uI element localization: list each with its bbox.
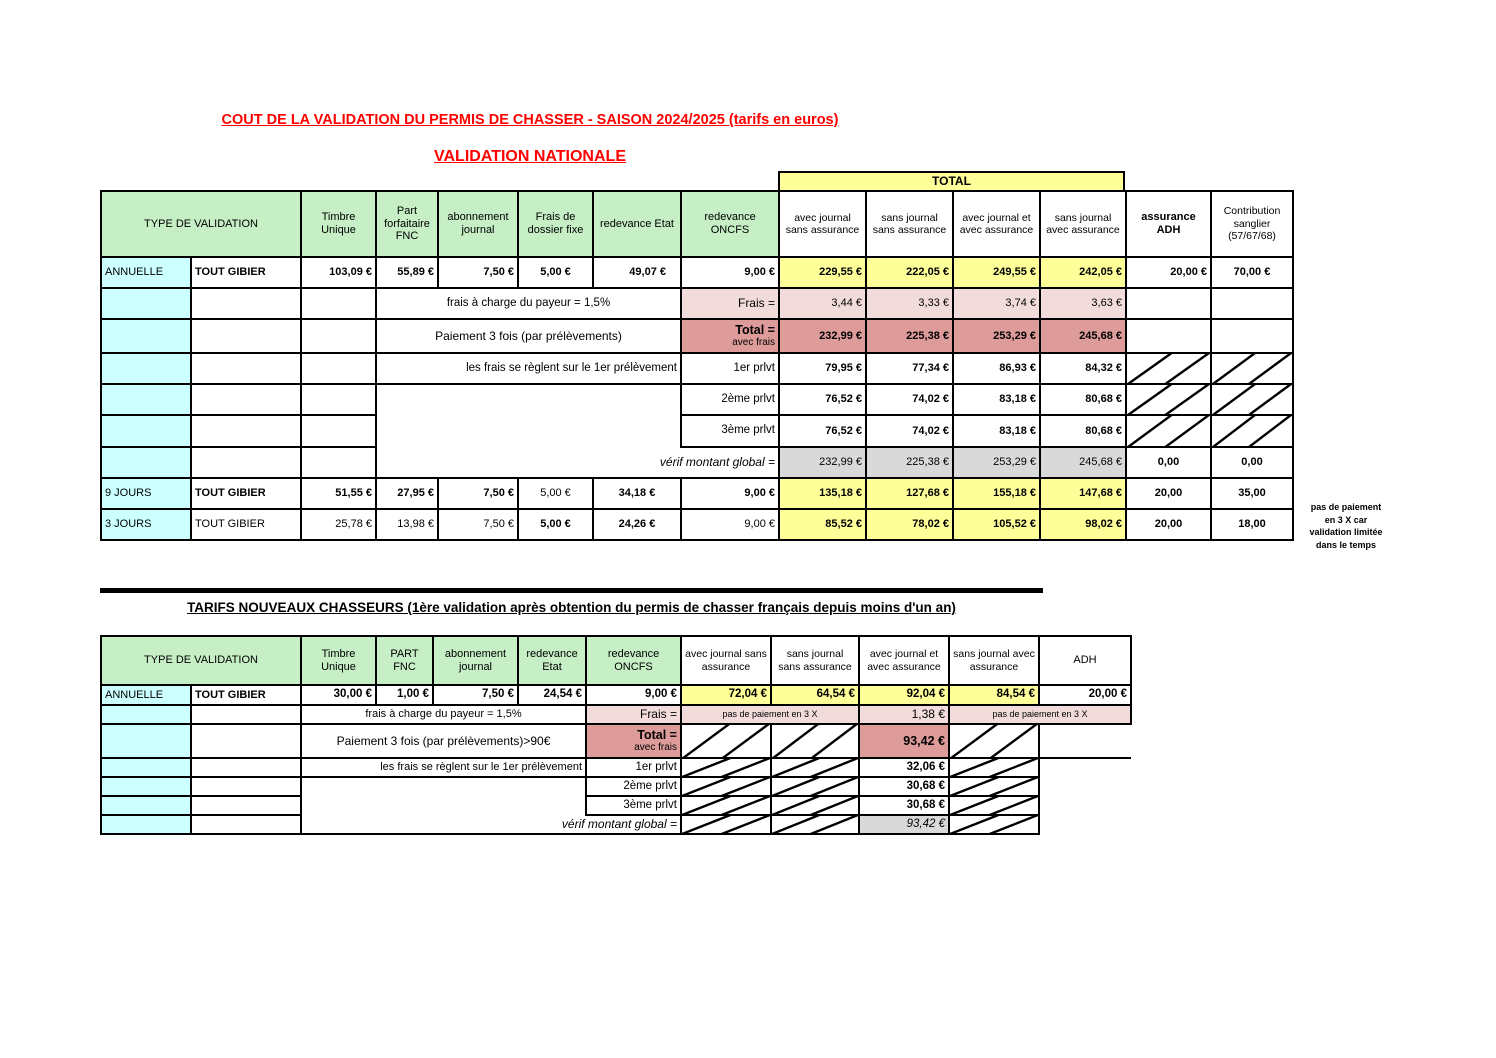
- value-cell: 27,95 €: [376, 478, 438, 509]
- diagonal-strike-icon: [950, 816, 1038, 833]
- period-cell-empty: [101, 353, 191, 384]
- col-header-sans-journal-sans-assurance: sans journal sans assurance: [866, 191, 953, 257]
- value-cell: 5,00 €: [518, 257, 593, 288]
- section-divider: [100, 588, 1043, 593]
- diagonal-strike-icon: [772, 725, 858, 757]
- prlvt-value: 80,68 €: [1040, 384, 1126, 415]
- total-cell: 85,52 €: [779, 509, 866, 540]
- adh-cell: 20,00: [1126, 478, 1211, 509]
- prlvt-tag: 2ème prlvt: [681, 384, 779, 415]
- crossed-out-cell: [771, 777, 859, 796]
- new-hunters-title: TARIFS NOUVEAUX CHASSEURS (1ère validation après obtention du permis de chasser français depuis moins d'un an): [187, 600, 956, 615]
- row-3-jours: [101, 509, 1293, 540]
- frais-label: frais à charge du payeur = 1,5%: [301, 705, 586, 724]
- col-header-sans-journal-avec-assurance: sans journal avec assurance: [949, 636, 1039, 685]
- diagonal-strike-icon: [1127, 416, 1210, 446]
- row-frais: [101, 705, 1131, 724]
- empty-cell: [1126, 288, 1211, 319]
- row-annuelle: [101, 685, 1131, 705]
- crossed-out-cell: [681, 777, 771, 796]
- crossed-out-cell: [949, 724, 1039, 758]
- verif-value: 225,38 €: [866, 447, 953, 478]
- total-tag-line2: avec frais: [634, 742, 677, 754]
- table-header-row: [101, 191, 1293, 257]
- crossed-out-cell: [681, 815, 771, 834]
- frais-tag: Frais =: [586, 705, 681, 724]
- national-table: [100, 190, 1294, 541]
- col-header-avec-journal-sans-assurance: avec journal sans assurance: [681, 636, 771, 685]
- verif-value: 232,99 €: [779, 447, 866, 478]
- empty-cell: [191, 777, 301, 796]
- value-cell: 30,00 €: [301, 685, 376, 705]
- crossed-out-cell: [771, 815, 859, 834]
- adh-cell: 20,00 €: [1126, 257, 1211, 288]
- prlvt-tag: 1er prlvt: [586, 758, 681, 777]
- diagonal-strike-icon: [772, 797, 858, 814]
- crossed-out-cell: [681, 796, 771, 815]
- side-note-line: validation limitée: [1309, 527, 1383, 538]
- total-cell: 105,52 €: [953, 509, 1040, 540]
- adh-cell: 20,00: [1126, 509, 1211, 540]
- value-cell: 25,78 €: [301, 509, 376, 540]
- prlvt-value: 83,18 €: [953, 415, 1040, 447]
- open-cell-bottom-border: [1039, 724, 1131, 758]
- verif-value: 253,29 €: [953, 447, 1040, 478]
- diagonal-strike-icon: [682, 725, 770, 757]
- crossed-out-cell: [1126, 353, 1211, 384]
- period-cell-empty: [101, 415, 191, 447]
- diagonal-strike-icon: [1212, 354, 1292, 383]
- sanglier-cell: 18,00: [1211, 509, 1293, 540]
- total-cell: 222,05 €: [866, 257, 953, 288]
- row-2eme-prelevement: [101, 384, 1293, 415]
- total-tag-line2: avec frais: [732, 337, 775, 349]
- value-cell: 5,00 €: [518, 509, 593, 540]
- diagonal-strike-icon: [1212, 385, 1292, 414]
- total-cell: 249,55 €: [953, 257, 1040, 288]
- col-header-avec-journal-avec-assurance: avec journal et avec assurance: [953, 191, 1040, 257]
- diagonal-strike-icon: [950, 778, 1038, 795]
- value-cell: 49,07 €: [593, 257, 681, 288]
- total-cell: 155,18 €: [953, 478, 1040, 509]
- period-cell: ANNUELLE: [101, 685, 191, 705]
- total-avec-frais-tag: [681, 319, 779, 353]
- diagonal-strike-icon: [772, 778, 858, 795]
- total-cell: 78,02 €: [866, 509, 953, 540]
- verif-adh: 0,00: [1126, 447, 1211, 478]
- prlvt-value: 30,68 €: [859, 777, 949, 796]
- empty-cell: [1126, 319, 1211, 353]
- prlvt-value: 86,93 €: [953, 353, 1040, 384]
- value-cell: 24,54 €: [518, 685, 586, 705]
- sanglier-cell: 70,00 €: [1211, 257, 1293, 288]
- crossed-out-cell: [949, 796, 1039, 815]
- col-header-adh: ADH: [1039, 636, 1131, 685]
- total-frais-value: 245,68 €: [1040, 319, 1126, 353]
- empty-cell: [301, 319, 376, 353]
- crossed-out-cell: [949, 758, 1039, 777]
- gibier-cell: TOUT GIBIER: [191, 509, 301, 540]
- gibier-cell: TOUT GIBIER: [191, 478, 301, 509]
- empty-merged-cell: [301, 777, 586, 815]
- value-cell: 55,89 €: [376, 257, 438, 288]
- col-header-avec-journal-sans-assurance: avec journal sans assurance: [779, 191, 866, 257]
- period-cell-empty: [101, 777, 191, 796]
- empty-cell: [301, 415, 376, 447]
- crossed-out-cell: [1126, 415, 1211, 447]
- empty-cell: [191, 288, 301, 319]
- empty-cell: [1211, 288, 1293, 319]
- row-1er-prelevement: [101, 353, 1293, 384]
- col-header-timbre-unique: Timbre Unique: [301, 191, 376, 257]
- total-cell: 229,55 €: [779, 257, 866, 288]
- value-cell: 9,00 €: [586, 685, 681, 705]
- empty-merged-cell: [376, 384, 681, 447]
- no-3x-note: pas de paiement en 3 X: [949, 705, 1131, 724]
- total-cell: 242,05 €: [1040, 257, 1126, 288]
- row-frais: [101, 288, 1293, 319]
- diagonal-strike-icon: [950, 759, 1038, 776]
- frais-label: frais à charge du payeur = 1,5%: [376, 288, 681, 319]
- prlvt-tag: 3ème prlvt: [586, 796, 681, 815]
- prlvt-tag: 3ème prlvt: [681, 415, 779, 447]
- col-header-sans-journal-sans-assurance: sans journal sans assurance: [771, 636, 859, 685]
- empty-cell: [191, 415, 301, 447]
- prlvt-tag: 1er prlvt: [681, 353, 779, 384]
- side-note-line: en 3 X car: [1324, 514, 1368, 525]
- total-avec-frais-tag: [586, 724, 681, 758]
- diagonal-strike-icon: [1212, 416, 1292, 446]
- crossed-out-cell: [681, 758, 771, 777]
- empty-cell: [191, 815, 301, 834]
- value-cell: 1,00 €: [376, 685, 433, 705]
- prlvt-value: 74,02 €: [866, 415, 953, 447]
- total-cell: 84,54 €: [949, 685, 1039, 705]
- value-cell: 9,00 €: [681, 509, 779, 540]
- col-header-part-fnc: Part forfaitaire FNC: [376, 191, 438, 257]
- col-header-part-fnc: PART FNC: [376, 636, 433, 685]
- frais-value: 3,63 €: [1040, 288, 1126, 319]
- period-cell-empty: [101, 758, 191, 777]
- crossed-out-cell: [1211, 415, 1293, 447]
- empty-cell: [301, 353, 376, 384]
- validation-nationale-title: VALIDATION NATIONALE: [434, 148, 626, 165]
- value-cell: 24,26 €: [593, 509, 681, 540]
- total-cell: 92,04 €: [859, 685, 949, 705]
- empty-cell: [191, 384, 301, 415]
- frais-value: 3,33 €: [866, 288, 953, 319]
- frais-tag: Frais =: [681, 288, 779, 319]
- col-header-redevance-etat: redevance Etat: [593, 191, 681, 257]
- row-verif-montant-global: [101, 815, 1131, 834]
- value-cell: 7,50 €: [438, 257, 518, 288]
- period-cell-empty: [101, 319, 191, 353]
- total-tag-line1: Total =: [637, 727, 677, 742]
- empty-cell: [191, 353, 301, 384]
- empty-cell: [301, 288, 376, 319]
- col-header-frais-dossier: Frais de dossier fixe: [518, 191, 593, 257]
- verif-label: vérif montant global =: [376, 447, 779, 478]
- crossed-out-cell: [771, 796, 859, 815]
- diagonal-strike-icon: [682, 797, 770, 814]
- prlvt-value: 76,52 €: [779, 384, 866, 415]
- verif-label: vérif montant global =: [301, 815, 681, 834]
- total-cell: 147,68 €: [1040, 478, 1126, 509]
- total-banner: TOTAL: [778, 171, 1125, 192]
- period-cell-empty: [101, 384, 191, 415]
- adh-cell: 20,00 €: [1039, 685, 1131, 705]
- frais-value: 3,44 €: [779, 288, 866, 319]
- empty-cell: [191, 319, 301, 353]
- diagonal-strike-icon: [950, 725, 1038, 757]
- prlvt-tag: 2ème prlvt: [586, 777, 681, 796]
- value-cell: 51,55 €: [301, 478, 376, 509]
- row-2eme-prelevement: [101, 777, 1131, 796]
- col-header-contribution-sanglier: Contribution sanglier (57/67/68): [1211, 191, 1293, 257]
- side-note-line: dans le temps: [1315, 539, 1377, 550]
- diagonal-strike-icon: [682, 778, 770, 795]
- total-cell: 64,54 €: [771, 685, 859, 705]
- period-cell-empty: [101, 288, 191, 319]
- frais-value: 1,38 €: [859, 705, 949, 724]
- value-cell: 7,50 €: [433, 685, 518, 705]
- value-cell: 7,50 €: [438, 509, 518, 540]
- side-note: [1296, 501, 1396, 551]
- value-cell: 34,18 €: [593, 478, 681, 509]
- prlvt-value: 79,95 €: [779, 353, 866, 384]
- col-header-redevance-etat: redevance Etat: [518, 636, 586, 685]
- crossed-out-cell: [771, 724, 859, 758]
- total-cell: 135,18 €: [779, 478, 866, 509]
- new-hunters-table: [100, 635, 1132, 835]
- frais-value: 3,74 €: [953, 288, 1040, 319]
- period-cell: 3 JOURS: [101, 509, 191, 540]
- paiement-label: Paiement 3 fois (par prélèvements)>90€: [301, 724, 586, 758]
- col-header-type-validation: TYPE DE VALIDATION: [101, 636, 301, 685]
- col-header-type-validation: TYPE DE VALIDATION: [101, 191, 301, 257]
- prlvt-value: 32,06 €: [859, 758, 949, 777]
- total-frais-value: 232,99 €: [779, 319, 866, 353]
- crossed-out-cell: [1211, 384, 1293, 415]
- diagonal-strike-icon: [772, 816, 858, 833]
- row-3eme-prelevement: [101, 415, 1293, 447]
- empty-cell: [191, 447, 301, 478]
- col-header-timbre-unique: Timbre Unique: [301, 636, 376, 685]
- col-header-sans-journal-avec-assurance: sans journal avec assurance: [1040, 191, 1126, 257]
- verif-value: 93,42 €: [859, 815, 949, 834]
- crossed-out-cell: [771, 758, 859, 777]
- col-header-redevance-oncfs: redevance ONCFS: [681, 191, 779, 257]
- row-3eme-prelevement: [101, 796, 1131, 815]
- prelevement-note: les frais se règlent sur le 1er prélèvement: [301, 758, 586, 777]
- value-cell: 9,00 €: [681, 257, 779, 288]
- crossed-out-cell: [1211, 353, 1293, 384]
- total-tag-line1: Total =: [735, 322, 775, 337]
- total-cell: 98,02 €: [1040, 509, 1126, 540]
- crossed-out-cell: [949, 777, 1039, 796]
- col-header-abonnement: abonnement journal: [438, 191, 518, 257]
- prlvt-value: 80,68 €: [1040, 415, 1126, 447]
- col-header-abonnement: abonnement journal: [433, 636, 518, 685]
- period-cell-empty: [101, 705, 191, 724]
- period-cell-empty: [101, 815, 191, 834]
- prlvt-value: 30,68 €: [859, 796, 949, 815]
- col-header-assurance-adh: assurance ADH: [1126, 191, 1211, 257]
- empty-cell: [191, 705, 301, 724]
- paiement-label: Paiement 3 fois (par prélèvements): [376, 319, 681, 353]
- total-frais-value: 93,42 €: [859, 724, 949, 758]
- row-1er-prelevement: [101, 758, 1131, 777]
- value-cell: 13,98 €: [376, 509, 438, 540]
- empty-cell: [191, 724, 301, 758]
- prlvt-value: 77,34 €: [866, 353, 953, 384]
- prelevement-note: les frais se règlent sur le 1er prélèvement: [376, 353, 681, 384]
- row-9-jours: [101, 478, 1293, 509]
- empty-cell: [191, 758, 301, 777]
- empty-cell: [301, 384, 376, 415]
- empty-cell: [191, 796, 301, 815]
- total-frais-value: 253,29 €: [953, 319, 1040, 353]
- diagonal-strike-icon: [1127, 354, 1210, 383]
- crossed-out-cell: [949, 815, 1039, 834]
- col-header-avec-journal-avec-assurance: avec journal et avec assurance: [859, 636, 949, 685]
- prlvt-value: 83,18 €: [953, 384, 1040, 415]
- prlvt-value: 76,52 €: [779, 415, 866, 447]
- period-cell-empty: [101, 796, 191, 815]
- period-cell-empty: [101, 724, 191, 758]
- period-cell: 9 JOURS: [101, 478, 191, 509]
- period-cell-empty: [101, 447, 191, 478]
- verif-value: 245,68 €: [1040, 447, 1126, 478]
- row-paiement-3-fois: [101, 724, 1131, 758]
- prlvt-value: 74,02 €: [866, 384, 953, 415]
- value-cell: 5,00 €: [518, 478, 593, 509]
- empty-cell: [1211, 319, 1293, 353]
- value-cell: 9,00 €: [681, 478, 779, 509]
- total-frais-value: 225,38 €: [866, 319, 953, 353]
- crossed-out-cell: [681, 724, 771, 758]
- total-cell: 72,04 €: [681, 685, 771, 705]
- no-3x-note: pas de paiement en 3 X: [681, 705, 859, 724]
- diagonal-strike-icon: [1127, 385, 1210, 414]
- diagonal-strike-icon: [772, 759, 858, 776]
- table-header-row: [101, 636, 1131, 685]
- row-annuelle: [101, 257, 1293, 288]
- row-verif-montant-global: [101, 447, 1293, 478]
- diagonal-strike-icon: [950, 797, 1038, 814]
- period-cell: ANNUELLE: [101, 257, 191, 288]
- open-cell: [1039, 777, 1131, 796]
- open-cell: [1039, 758, 1131, 777]
- gibier-cell: TOUT GIBIER: [191, 685, 301, 705]
- side-note-line: pas de paiement: [1310, 502, 1382, 512]
- diagonal-strike-icon: [682, 816, 770, 833]
- row-paiement-3-fois: [101, 319, 1293, 353]
- open-cell: [1039, 796, 1131, 815]
- verif-sanglier: 0,00: [1211, 447, 1293, 478]
- crossed-out-cell: [1126, 384, 1211, 415]
- empty-cell: [301, 447, 376, 478]
- total-cell: 127,68 €: [866, 478, 953, 509]
- gibier-cell: TOUT GIBIER: [191, 257, 301, 288]
- col-header-redevance-oncfs: redevance ONCFS: [586, 636, 681, 685]
- value-cell: 103,09 €: [301, 257, 376, 288]
- sanglier-cell: 35,00: [1211, 478, 1293, 509]
- value-cell: 7,50 €: [438, 478, 518, 509]
- open-cell: [1039, 815, 1131, 834]
- prlvt-value: 84,32 €: [1040, 353, 1126, 384]
- page-title: COUT DE LA VALIDATION DU PERMIS DE CHASSER - SAISON 2024/2025 (tarifs en euros): [221, 112, 839, 128]
- diagonal-strike-icon: [682, 759, 770, 776]
